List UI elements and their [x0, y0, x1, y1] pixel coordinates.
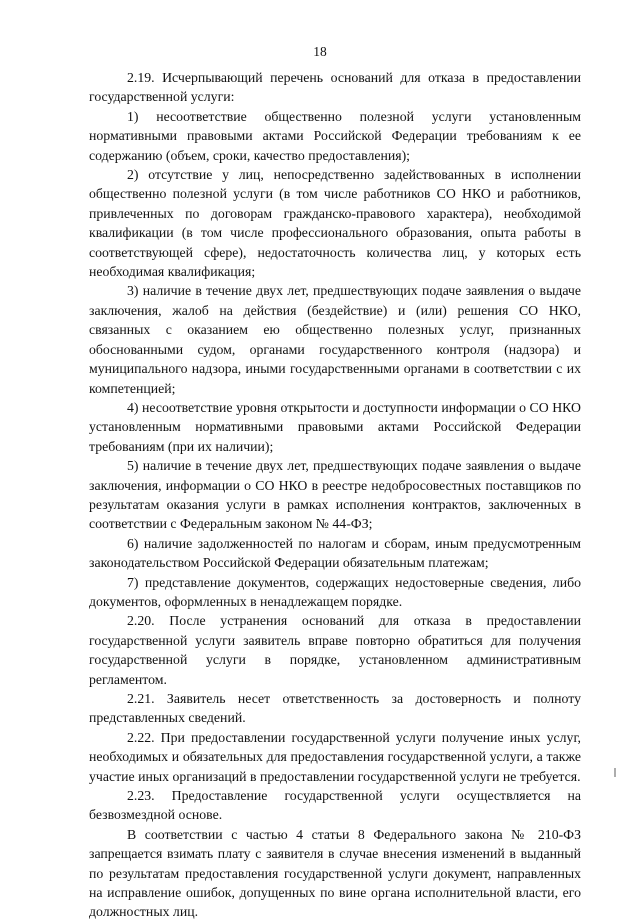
section-2-20: 2.20. После устранения оснований для отказа в предоставлении государственной услуги заявитель вправе повторно обратиться для получения государственной услуги в порядке, установленном административным регламентом. — [89, 613, 581, 687]
section-2-23: 2.23. Предоставление государственной услуги осуществляется на безвозмездной основе. — [89, 788, 581, 823]
refusal-ground-5: 5) наличие в течение двух лет, предшествующих подаче заявления о выдаче заключения, информации о СО НКО в реестре недобросовестных поставщиков по результатам оказания услуги в рамках исполнения контрактов, заключенных в соответствии с Федеральным законом № 44-ФЗ; — [89, 458, 581, 532]
section-2-21: 2.21. Заявитель несет ответственность за достоверность и полноту представленных сведений. — [89, 691, 581, 726]
section-2-22: 2.22. При предоставлении государственной услуги получение иных услуг, необходимых и обязательных для предоставления государственной услуги, а также участие иных организаций в предоставлении государственной услуги не требуется. — [89, 729, 581, 784]
scan-mark — [614, 768, 616, 777]
page-number: 18 — [313, 44, 327, 59]
refusal-ground-1: 1) несоответствие общественно полезной услуги установленным нормативными правовыми актами Российской Федерации требованиям к ее содержанию (объем, сроки, качество предоставления); — [89, 108, 581, 163]
refusal-ground-2: 2) отсутствие у лиц, непосредственно задействованных в исполнении общественно полезной услуги (в том числе работников СО НКО и работников, привлеченных по договорам гражданско-правового характера), необходимой квалификации (в том числе профессионального образования, опыта работы в соответствующей сфере), недостаточность количества лиц, у которых есть необходимая квалификация; — [89, 167, 581, 280]
section-2-19-heading: 2.19. Исчерпывающий перечень оснований для отказа в предоставлении государственной услуги: — [89, 70, 581, 105]
fee-prohibition-paragraph: В соответствии с частью 4 статьи 8 Федерального закона № 210-ФЗ запрещается взимать плату с заявителя в случае внесения изменений в выданный по результатам предоставления государственной услуги документ, направленных на исправление ошибок, допущенных по вине органа исполнительной власти, его должностных лиц. — [89, 826, 581, 920]
refusal-ground-7: 7) представление документов, содержащих недостоверные сведения, либо документов, оформленных в ненадлежащем порядке. — [89, 574, 581, 609]
refusal-ground-6: 6) наличие задолженностей по налогам и сборам, иным предусмотренным законодательством Российской Федерации обязательным платежам; — [89, 535, 581, 571]
refusal-ground-3: 3) наличие в течение двух лет, предшествующих подаче заявления о выдаче заключения, жалоб на действия (бездействие) и (или) решения СО НКО, связанных с оказанием ею общественно полезных услуг, признанных обоснованными судом, органами государственного контроля (надзора) и муниципального надзора, иными государственными органами в соответствии с их компетенцией; — [89, 283, 581, 396]
document-body — [89, 68, 581, 922]
refusal-ground-4: 4) несоответствие уровня открытости и доступности информации о СО НКО установленным нормативными правовыми актами Российской Федерации требованиям (при их наличии); — [89, 399, 581, 454]
